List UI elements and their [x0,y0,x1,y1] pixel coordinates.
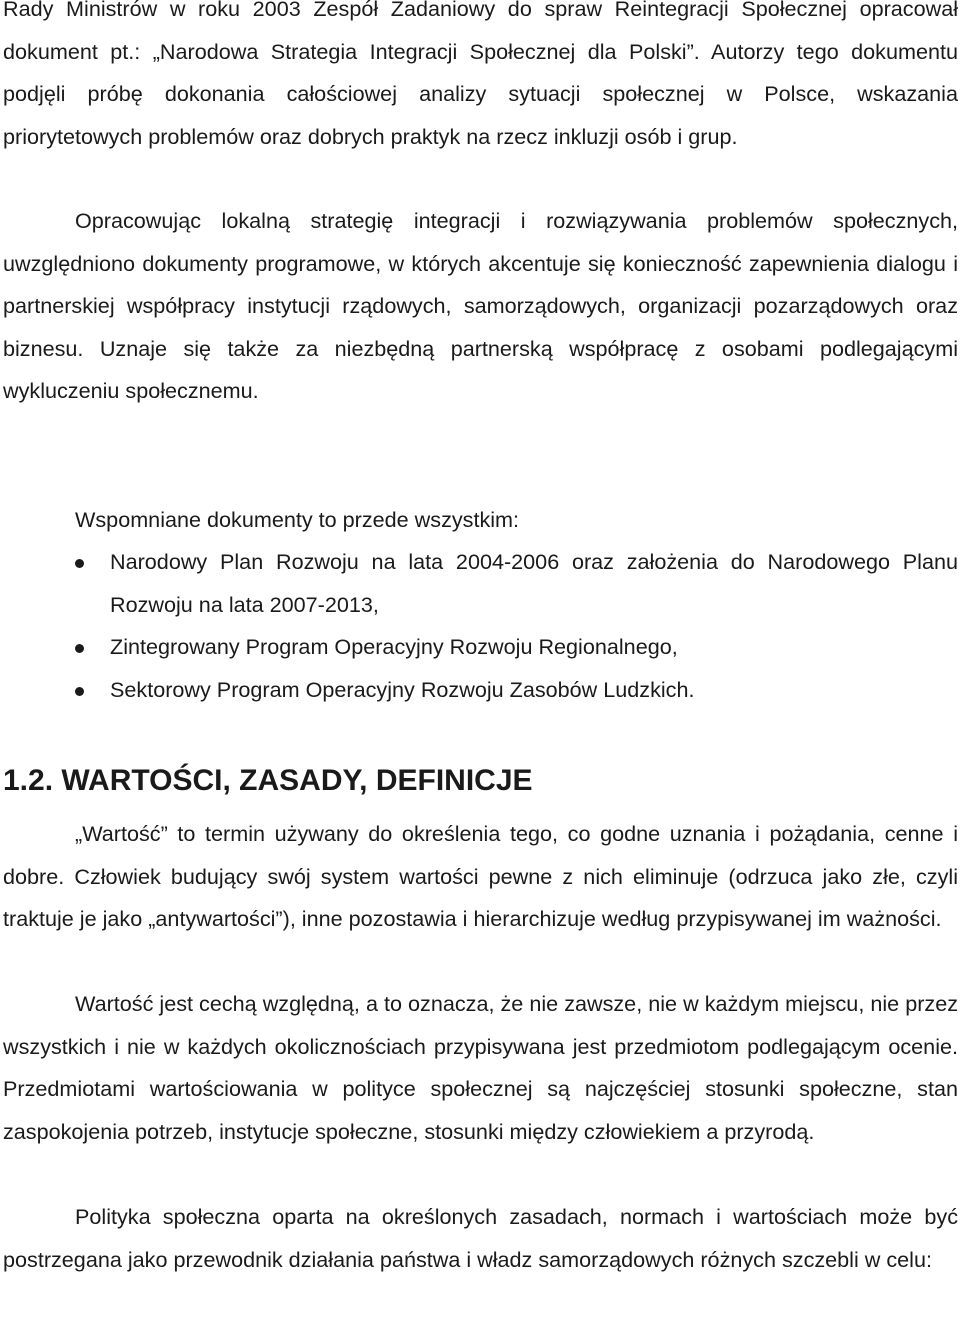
paragraph-strategy-intro: Rady Ministrów w roku 2003 Zespół Zadaniowy do spraw Reintegracji Społecznej opracował dokument pt.: „Narodowa Strategia Integracji Społecznej dla Polski”. Autorzy tego dokumentu podjęli próbę dokonania całościowej analizy sytuacji społecznej w Polsce, wskazania priorytetowych problemów oraz dobrych praktyk na rzecz inkluzji osób i grup. [3,0,958,149]
list-item [3,669,958,712]
list-item [3,541,958,626]
list-item [3,626,958,669]
list-item-text: Narodowy Plan Rozwoju na lata 2004-2006 oraz założenia do Narodowego Planu Rozwoju na lata 2007-2013, [110,549,958,617]
program-documents-list [3,541,958,711]
list-item-text: Sektorowy Program Operacyjny Rozwoju Zasobów Ludzkich. [110,676,695,702]
bullet-icon [75,559,84,568]
paragraph-local-strategy: Opracowując lokalną strategię integracji i rozwiązywania problemów społecznych, uwzględniono dokumenty programowe, w których akcentuje się konieczność zapewnienia dialogu i partnerskiej współpracy instytucji rządowych, samorządowych, organizacji pozarządowych oraz biznesu. Uznaje się także za niezbędną partnerską współpracę z osobami podlegającymi wykluczeniu społecznemu. [3,208,958,403]
bullet-icon [75,644,84,653]
section-heading: 1.2. WARTOŚCI, ZASADY, DEFINICJE [3,764,533,797]
paragraph-value-definition: „Wartość” to termin używany do określenia tego, co godne uznania i pożądania, cenne i dobre. Człowiek budujący swój system wartości pewne z nich eliminuje (odrzuca jako złe, czyli traktuje je jako „antywartości”), inne pozostawia i hierarchizuje według przypisywanej im ważności. [3,821,958,931]
bullet-icon [75,687,84,696]
paragraph-value-relative: Wartość jest cechą względną, a to oznacza, że nie zawsze, nie w każdym miejscu, nie przez wszystkich i nie w każdych okolicznościach przypisywana jest przedmiotom podlegającym ocenie. Przedmiotami wartościowania w polityce społecznej są najczęściej stosunki społeczne, stan zaspokojenia potrzeb, instytucje społeczne, stosunki między człowiekiem a przyrodą. [3,991,958,1144]
paragraph-documents-lead: Wspomniane dokumenty to przede wszystkim: [75,507,520,532]
paragraph-social-policy: Polityka społeczna oparta na określonych zasadach, normach i wartościach może być postrzegana jako przewodnik działania państwa i władz samorządowych różnych szczebli w celu: [3,1204,958,1272]
list-item-text: Zintegrowany Program Operacyjny Rozwoju Regionalnego, [110,634,678,659]
